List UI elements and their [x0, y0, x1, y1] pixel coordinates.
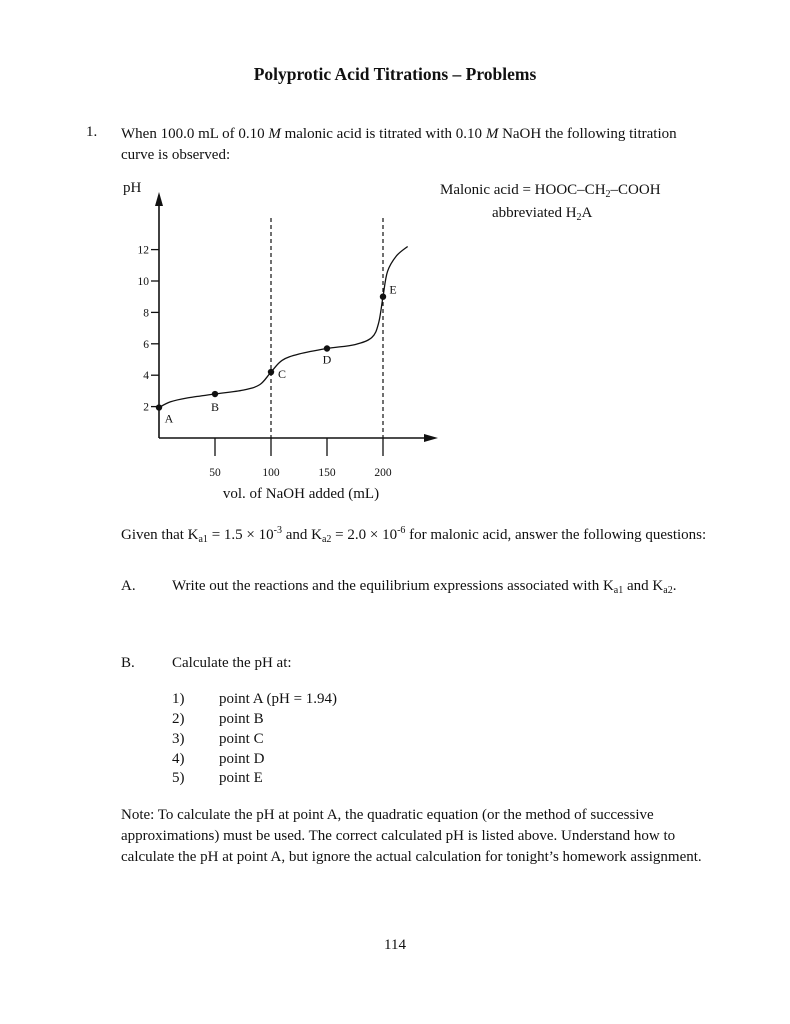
titration-curve [159, 246, 408, 407]
question-number: 1. [86, 124, 98, 140]
x-axis-label: vol. of NaOH added (mL) [222, 486, 380, 502]
x-tick-label: 100 [262, 467, 280, 479]
note-paragraph: Note: To calculate the pH at point A, the quadratic equation (or the method of successive approximations) must be used. The correct calculated pH is listed above. Understand how to calculate the pH at point A, but ignore the actual calculation for tonight’s homework assignment. [121, 807, 702, 865]
y-tick-label: 12 [137, 244, 149, 257]
question-intro: When 100.0 mL of 0.10 M malonic acid is titrated with 0.10 M NaOH the following titration curve is observed: [121, 126, 677, 163]
list-item-number: 1) [172, 691, 185, 707]
point-e-marker [380, 294, 386, 300]
y-axis-arrow [155, 192, 163, 206]
part-b-text: Calculate the pH at: [172, 655, 292, 671]
y-tick-label: 8 [143, 307, 149, 320]
formula-line-2: abbreviated $H_2A$ [492, 205, 593, 223]
x-tick-label: 50 [209, 467, 221, 479]
page-title: Polyprotic Acid Titrations – Problems [253, 64, 537, 84]
y-tick-label: 6 [143, 338, 149, 351]
y-tick-label: 10 [137, 276, 149, 288]
list-item-number: 4) [172, 751, 185, 767]
given-constants: Given that $K_{a1} = 1.5 \times 10^{-3}$ and $K_{a2} = 2.0 \times 10^{-6}$ for malonic acid, answer the following questions: [121, 525, 707, 545]
part-b-label: B. [121, 655, 135, 671]
point-e-label: E [389, 282, 397, 297]
point-b-marker [212, 391, 218, 397]
list-item: point B [219, 711, 264, 727]
point-c-label: C [277, 367, 287, 382]
point-a-marker [156, 404, 162, 410]
y-axis-label: pH [123, 180, 142, 196]
list-item: point C [219, 731, 264, 747]
y-tick-label: 4 [143, 370, 149, 383]
x-axis-arrow [424, 434, 438, 442]
list-item: point D [219, 751, 265, 767]
point-c-marker [268, 369, 274, 375]
list-item-number: 2) [172, 711, 185, 727]
point-d-label: D [322, 352, 332, 367]
x-tick-label: 200 [374, 467, 392, 479]
list-item-number: 5) [172, 770, 185, 786]
list-item: point E [219, 770, 263, 786]
point-a-label: A [164, 411, 174, 426]
part-a-label: A. [121, 578, 136, 594]
part-a-text: Write out the reactions and the equilibrium expressions associated with $K_{a1}$ and $K_{a2}$. [172, 578, 677, 596]
list-item: point A (pH = 1.94) [219, 691, 338, 707]
point-b-label: B [210, 400, 220, 415]
page-number: 114 [384, 937, 406, 953]
list-item-number: 3) [172, 731, 185, 747]
x-tick-label: 150 [318, 467, 336, 479]
y-tick-label: 2 [143, 401, 149, 414]
point-d-marker [324, 345, 330, 351]
formula-line-1: Malonic acid = HOOC–$CH_2$–COOH [440, 182, 661, 200]
